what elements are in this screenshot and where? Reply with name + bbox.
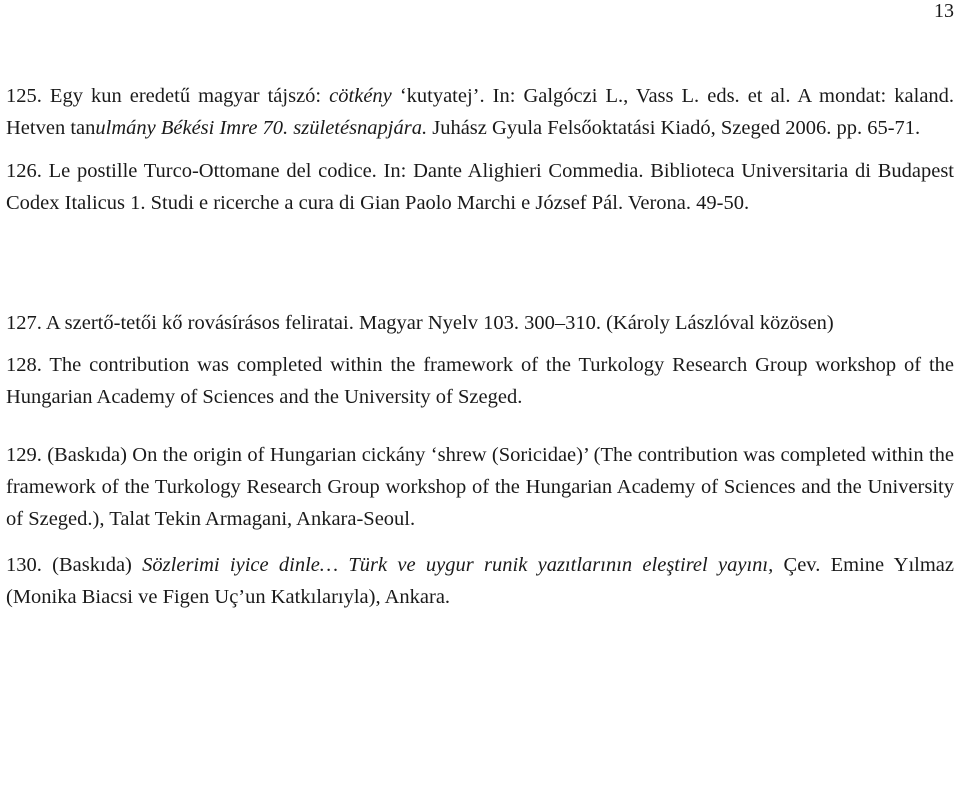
entry-126: 126. Le postille Turco-Ottomane del codice. In: Dante Alighieri Commedia. Biblioteca Universitaria di Budapest Codex Italicus 1. Studi e ricerche a cura di Gian Paolo Marchi e József Pál. Verona. 49-50. <box>6 160 954 214</box>
entry-128: 128. The contribution was completed within the framework of the Turkology Research Group workshop of the Hungarian Academy of Sciences and the University of Szeged. <box>6 354 954 408</box>
entry-125-text-3: Juhász Gyula Felsőoktatási Kiadó, Szeged 2006. pp. 65-71. <box>432 117 921 139</box>
entry-127: 127. A szertő-tetői kő rovásírásos feliratai. Magyar Nyelv 103. 300–310. (Károly Lászlóval közösen) <box>6 312 834 334</box>
entry-125 <box>6 80 954 144</box>
entry-130-text-1: 130. (Baskıda) <box>6 554 132 576</box>
entry-125-text-1: Egy kun eredetű magyar tájszó: <box>49 85 322 107</box>
entry-130 <box>6 549 954 613</box>
entry-129: 129. (Baskıda) On the origin of Hungarian cickány ‘shrew (Soricidae)’ (The contribution was completed within the framework of the Turkology Research Group workshop of the Hungarian Academy of Sciences and the University of Szeged.), Talat Tekin Armagani, Ankara-Seoul. <box>6 444 954 530</box>
bibliography-list <box>6 80 954 613</box>
entry-130-italic-title: Sözlerimi iyice dinle… Türk ve uygur runik yazıtlarının eleştirel yayını, <box>142 554 774 576</box>
entry-130-text-2: Çev. Emine Yılmaz (Monika Biacsi ve Figen Uç’un Katkılarıyla), Ankara. <box>6 554 955 608</box>
entry-125-italic-1: cötkény <box>329 85 392 107</box>
entry-125-number: 125. <box>6 85 42 107</box>
page-number: 13 <box>934 0 954 22</box>
entry-125-text-2: ‘kutyatej’. In: Galgóczi L., Vass L. eds. et al. A mondat: kaland. Hetven tan <box>6 85 955 139</box>
entry-125-italic-2: ulmány Békési Imre 70. születésnapjára. <box>95 117 428 139</box>
